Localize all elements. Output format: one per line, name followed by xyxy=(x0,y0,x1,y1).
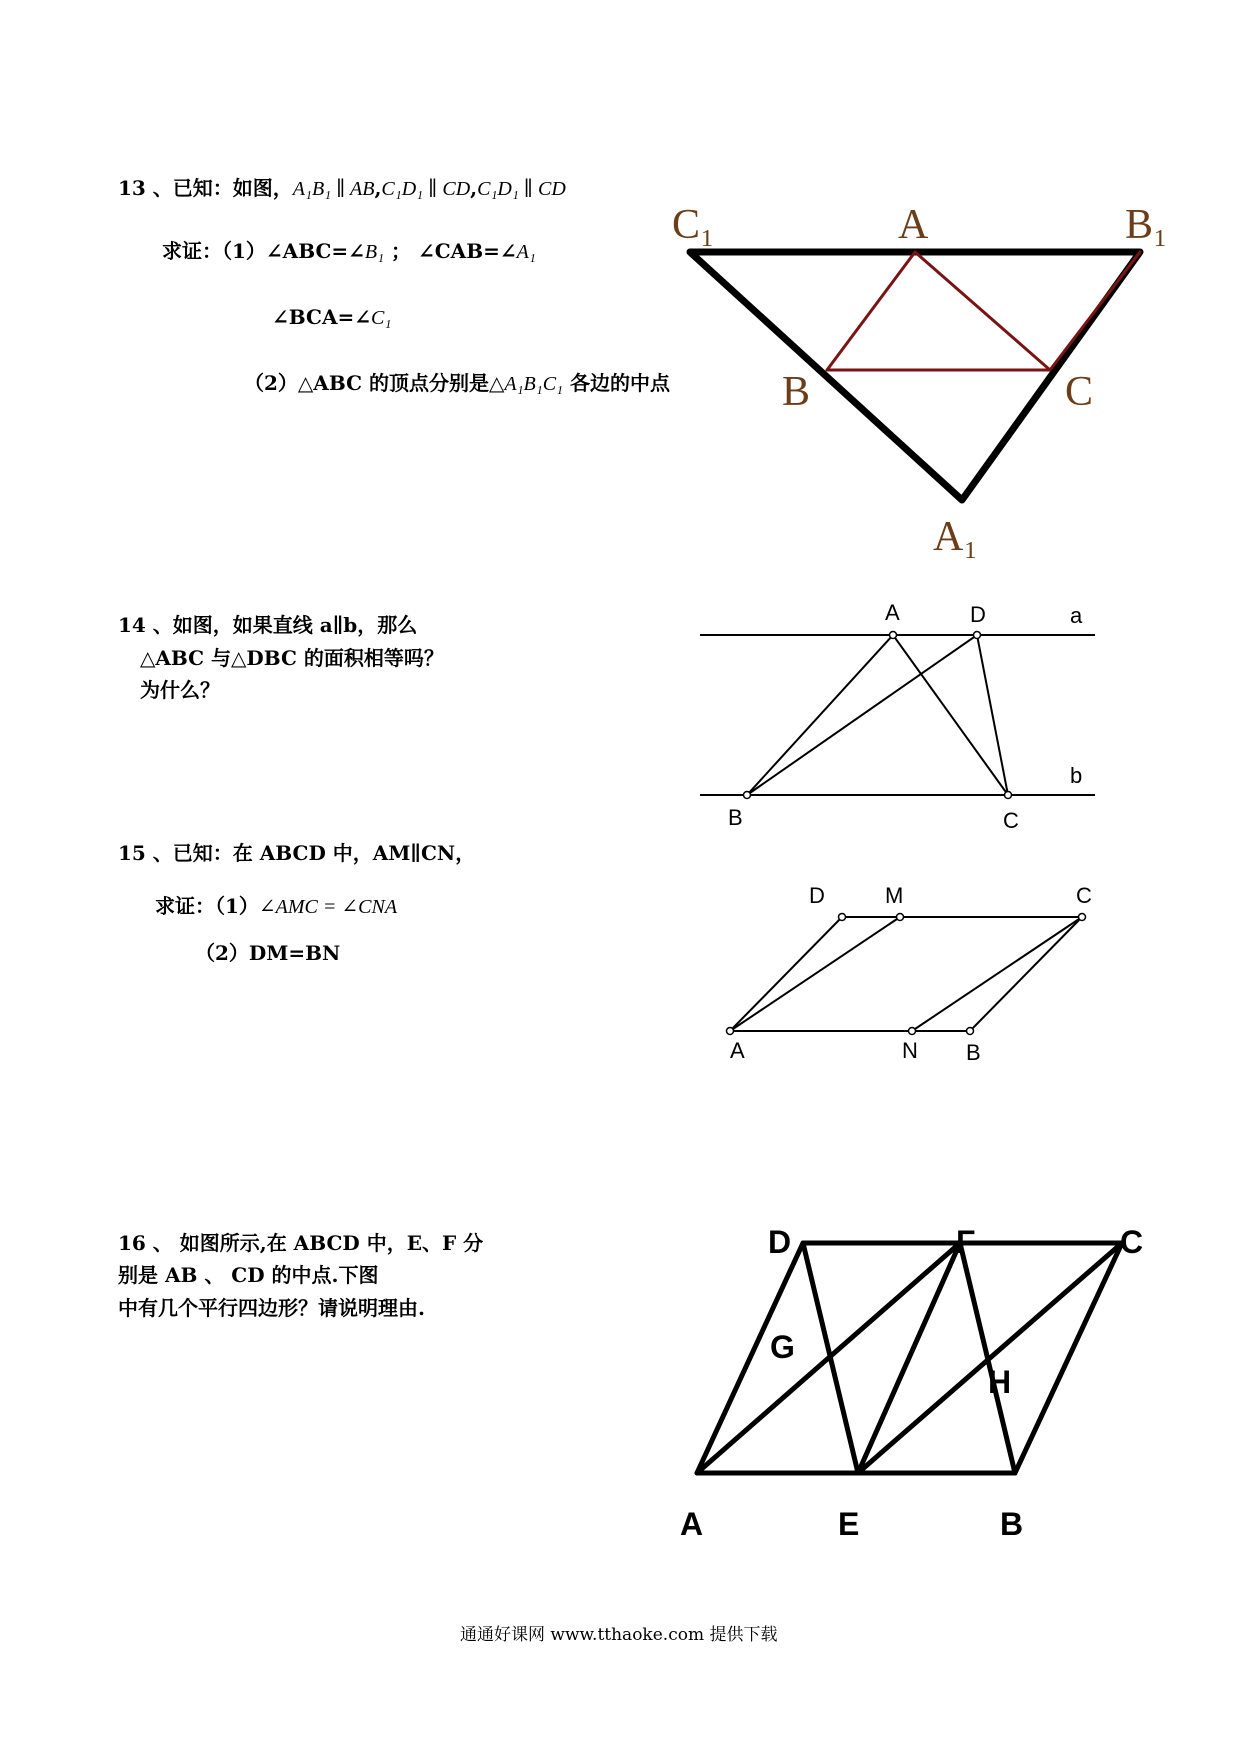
q16-label-e: E xyxy=(838,1506,860,1542)
q13-rel1: A₁B₁ ∥ AB xyxy=(292,178,375,200)
q15-label-d: D xyxy=(809,883,825,908)
page-footer: 通通好课网 www.tthaoke.com 提供下载 xyxy=(460,1625,778,1645)
q14-label-line-a: a xyxy=(1070,603,1083,628)
q15-label-c: C xyxy=(1076,883,1092,908)
q16-label-f: F xyxy=(956,1224,976,1260)
q14-label-a: A xyxy=(885,600,900,625)
q15-label-n: N xyxy=(902,1038,918,1063)
q15-label-b: B xyxy=(966,1040,981,1065)
q16-seg-ef xyxy=(858,1243,960,1473)
q15-line3: （2）DM=BN xyxy=(195,941,341,965)
q15-seg-am xyxy=(730,917,900,1031)
q14-figure xyxy=(690,595,1110,840)
q14-label-d: D xyxy=(970,602,986,627)
q16-label-h: H xyxy=(988,1364,1012,1400)
q13-figure xyxy=(670,195,1210,565)
q13-label-a: A xyxy=(898,202,929,248)
q14-line2: △ABC 与△DBC 的面积相等吗？ xyxy=(140,646,444,670)
q15-seg-ad xyxy=(730,917,842,1031)
q13-label-c: C xyxy=(1065,369,1094,415)
q13-label-a1: A₁ xyxy=(933,514,978,560)
q13-label-b1: B₁ xyxy=(1125,202,1168,248)
q13-label-b: B xyxy=(782,369,811,415)
q14-line3: 为什么？ xyxy=(140,678,220,702)
q15-seg-bc xyxy=(970,917,1082,1031)
q16-label-b: B xyxy=(1000,1506,1024,1542)
q16-label-a: A xyxy=(680,1506,704,1542)
q16-label-g: G xyxy=(770,1329,795,1365)
q14-label-b: B xyxy=(728,805,743,830)
q14-seg-dc xyxy=(977,635,1008,795)
q14-point-d xyxy=(974,632,981,639)
q14-label-line-b: b xyxy=(1070,763,1083,788)
q13-rel2: C₁D₁ ∥ CD xyxy=(381,178,471,200)
q13-rel3: C₁D₁ ∥ CD xyxy=(477,178,566,200)
q16-label-d: D xyxy=(768,1224,792,1260)
q14-point-b xyxy=(744,792,751,799)
q14-line1: 14 、如图，如果直线 a∥b，那么 xyxy=(118,613,418,637)
q15-formula: ∠AMC = ∠CNA xyxy=(258,896,398,918)
q13-segment-b1c xyxy=(1050,252,1140,370)
q15-line1: 15 、已知：在 ABCD 中，AM∥CN， xyxy=(118,841,476,865)
q15-point-m xyxy=(897,914,904,921)
q13-line3: ∠BCA=∠C₁ xyxy=(272,305,392,329)
q15-point-n xyxy=(909,1028,916,1035)
q14-seg-bd xyxy=(747,635,977,795)
q16-label-c: C xyxy=(1120,1224,1144,1260)
q15-line2: 求证：（1）∠AMC = ∠CNA xyxy=(155,894,398,918)
q15-label-a: A xyxy=(730,1038,745,1063)
q15-point-b xyxy=(967,1028,974,1035)
q15-point-c xyxy=(1079,914,1086,921)
q16-line2: 别是 AB 、 CD 的中点.下图 xyxy=(118,1263,379,1287)
q13-label-c1: C₁ xyxy=(672,202,715,248)
q14-seg-ba xyxy=(747,635,893,795)
q15-point-d xyxy=(839,914,846,921)
q13-line2: 求证：（1）∠ABC=∠B₁ ； ∠CAB=∠A₁ xyxy=(162,239,536,263)
q16-line3: 中有几个平行四边形？请说明理由. xyxy=(118,1296,425,1320)
q13-line4: （2）△ABC 的顶点分别是△A₁B₁C₁ 各边的中点 xyxy=(244,371,670,395)
q16-seg-de xyxy=(803,1243,858,1473)
q16-line1: 16 、 如图所示,在 ABCD 中，E、F 分 xyxy=(118,1231,484,1255)
q16-figure xyxy=(660,1195,1180,1545)
q16-seg-fb xyxy=(960,1243,1015,1473)
q14-point-a xyxy=(890,632,897,639)
q13-inner-triangle xyxy=(827,252,1050,370)
q14-label-c: C xyxy=(1003,808,1019,833)
q15-seg-nc xyxy=(912,917,1082,1031)
q15-figure xyxy=(710,875,1110,1075)
q14-point-c xyxy=(1005,792,1012,799)
q14-seg-ac xyxy=(893,635,1008,795)
q15-label-m: M xyxy=(885,883,904,908)
q15-point-a xyxy=(727,1028,734,1035)
q13-line1: 13 、已知：如图，A₁B₁ ∥ AB,C₁D₁ ∥ CD,C₁D₁ ∥ CD xyxy=(118,176,566,200)
